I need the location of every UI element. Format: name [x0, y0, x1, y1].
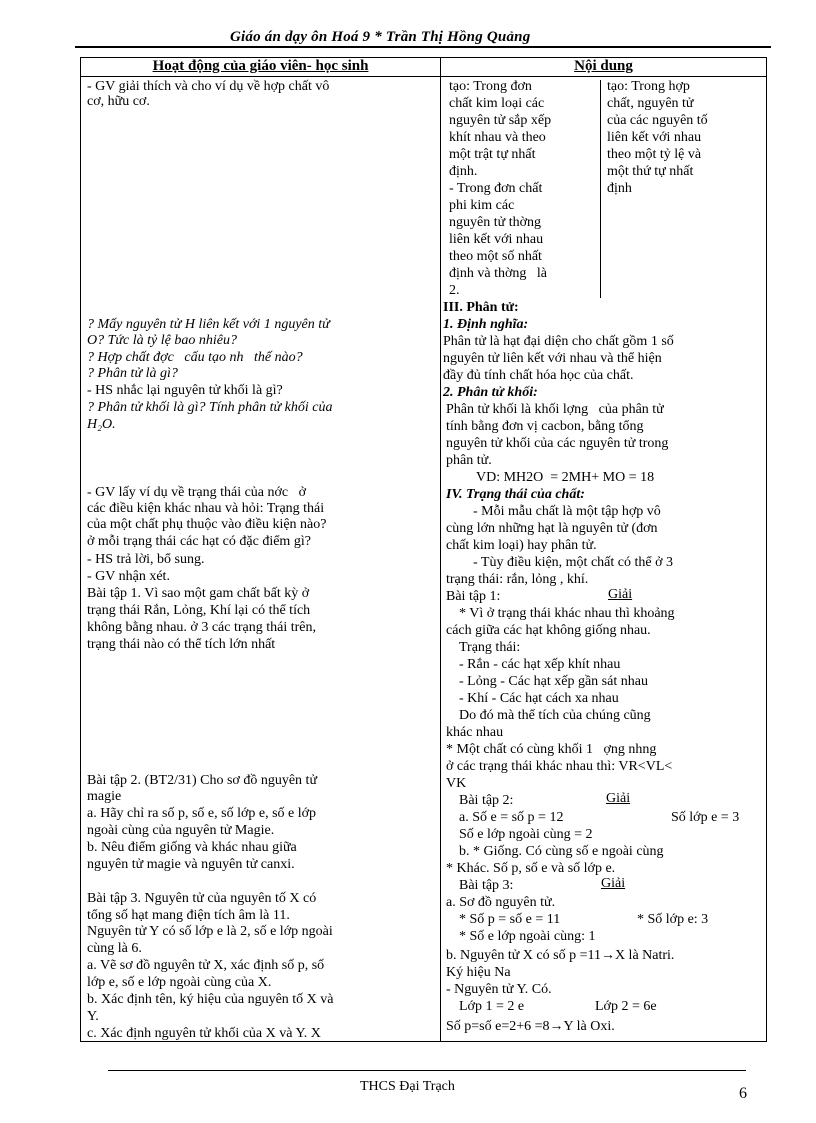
right-line: phân tử. [446, 453, 492, 468]
left-line: - HS trả lời, bổ sung. [87, 552, 205, 567]
left-line: b. Nêu điểm giống và khác nhau giữa [87, 840, 297, 855]
right-line: * Số lớp e: 3 [637, 912, 709, 927]
right-line: Ký hiệu Na [446, 965, 511, 980]
page-number: 6 [739, 1085, 747, 1102]
footer-school: THCS Đại Trạch [360, 1079, 455, 1094]
right-line: Số e lớp ngoài cùng = 2 [459, 827, 593, 842]
right-line: nguyên tử khối của các nguyên tử trong [446, 436, 669, 451]
sub-right-line: theo một tỷ lệ và [607, 147, 702, 162]
right-line: Do đó mà thể tích của chúng cũng [459, 708, 651, 723]
sub-left-line: liên kết với nhau [449, 232, 544, 247]
right-line: Lớp 1 = 2 e [459, 999, 525, 1014]
sub-left-line: 2. [449, 283, 460, 298]
left-line: của một chất phụ thuộc vào điều kiện nào? [87, 517, 327, 532]
right-line: Phân tử khối là khối lợng của phân tử [446, 402, 664, 417]
solution-label: Giải [606, 791, 631, 806]
left-line: a. Hãy chỉ ra số p, số e, số lớp e, số e lớp [87, 806, 317, 821]
sub-right-line: liên kết với nhau [607, 130, 702, 145]
sub-right-line: định [607, 181, 632, 196]
right-line: ở các trạng thái khác nhau thì: VR<VL< [446, 759, 673, 774]
left-line: ngoài cùng của nguyên tử Magie. [87, 823, 275, 838]
right-line: chất kim loại) hay phân tử. [446, 538, 597, 553]
right-line: * Vì ở trạng thái khác nhau thì khoảng [459, 606, 675, 621]
left-line: - GV giải thích và cho ví dụ về hợp chất vô [87, 79, 330, 94]
left-line: trạng thái nào có thể tích lớn nhất [87, 637, 276, 652]
sub-left-line: tạo: Trong đơn [449, 79, 532, 94]
sub-left-line: một trật tự nhất [449, 147, 536, 162]
right-line: cách giữa các hạt không giống nhau. [446, 623, 651, 638]
right-line: * Khác. Số p, số e và số lớp e. [446, 861, 616, 876]
sub-left-line: nguyên tử thờng [449, 215, 541, 230]
left-line: b. Xác định tên, ký hiệu của nguyên tố X và [87, 992, 334, 1007]
left-line: cơ, hữu cơ. [87, 94, 150, 109]
right-line: - Tùy điều kiện, một chất có thể ở 3 [473, 555, 673, 570]
sub-left-line: chất kim loại các [449, 96, 545, 111]
right-line: cùng lớn những hạt là nguyên tử (đơn [446, 521, 658, 536]
right-line: a. Số e = số p = 12 [459, 810, 564, 825]
exercise-label: Bài tập 1: [446, 589, 501, 604]
left-line: không bằng nhau. ở 3 các trạng thái trên, [87, 620, 316, 635]
left-line: - GV nhận xét. [87, 569, 170, 584]
right-line: VK [446, 776, 467, 791]
right-line: nguyên tử liên kết với nhau và thể hiện [443, 351, 662, 366]
page-header: Giáo án dạy ôn Hoá 9 * Trần Thị Hồng Quảng [230, 29, 531, 45]
left-line: các điều kiện khác nhau và hỏi: Trạng thái [87, 501, 325, 516]
column-header-activities: Hoạt động của giáo viên- học sinh [152, 58, 369, 74]
right-line: - Khí - Các hạt cách xa nhau [459, 691, 619, 706]
left-line: lớp e, số e lớp ngoài cùng của X. [87, 975, 272, 990]
column-divider [440, 58, 441, 1041]
right-line: đầy đủ tính chất hóa học của chất. [443, 368, 634, 383]
right-line: - Rắn - các hạt xếp khít nhau [459, 657, 621, 672]
right-line: Trạng thái: [459, 640, 521, 655]
right-line: Lớp 2 = 6e [595, 999, 657, 1014]
sub-left-line: theo một số nhất [449, 249, 542, 264]
header-rule [75, 46, 771, 48]
right-line: - Lỏng - Các hạt xếp gần sát nhau [459, 674, 648, 689]
sub-right-line: chất, nguyên tử [607, 96, 694, 111]
left-line: tổng số hạt mang điện tích âm là 11. [87, 908, 290, 923]
right-line: Số p=số e=2+6 =8→Y là Oxi. [446, 1019, 615, 1034]
header-divider [81, 76, 766, 77]
left-line: - HS nhắc lại nguyên tử khối là gì? [87, 383, 283, 398]
right-line: - Nguyên tử Y. Có. [446, 982, 552, 997]
right-line: * Số p = số e = 11 [459, 912, 561, 927]
left-line: magie [87, 789, 122, 804]
left-line: a. Vẽ sơ đồ nguyên tử X, xác định số p, số [87, 958, 325, 973]
sub-column-divider [600, 80, 601, 298]
left-line: ? Hợp chất đợc cấu tạo nh thế nào? [87, 350, 303, 365]
section-heading: III. Phân tử: [443, 300, 519, 315]
sub-left-line: khít nhau và theo [449, 130, 546, 145]
right-line: * Một chất có cùng khối 1 ợng nhng [446, 742, 657, 757]
sub-left-line: nguyên tử sắp xếp [449, 113, 552, 128]
right-line: * Số e lớp ngoài cùng: 1 [459, 929, 596, 944]
right-line: Phân tử là hạt đại diện cho chất gồm 1 số [443, 334, 674, 349]
left-line: H₂O. [87, 417, 116, 432]
solution-label: Giải [608, 587, 633, 602]
left-line: c. Xác định nguyên tử khối của X và Y. X [87, 1026, 321, 1041]
section-heading: IV. Trạng thái của chất: [446, 487, 585, 502]
left-line: - GV lấy ví dụ về trạng thái của nớc ở [87, 485, 307, 500]
right-line: b. Nguyên tử X có số p =11→X là Natri. [446, 948, 675, 963]
formula-line: VD: MH2O = 2MH+ MO = 18 [476, 470, 655, 485]
column-header-content: Nội dung [574, 58, 633, 74]
left-line: O? Tức là tỷ lệ bao nhiêu? [87, 333, 237, 348]
left-line: Bài tập 3. Nguyên tử của nguyên tố X có [87, 891, 317, 906]
subsection-heading: 1. Định nghĩa: [443, 317, 529, 332]
left-line: Nguyên tử Y có số lớp e là 2, số e lớp ngoài [87, 924, 333, 939]
right-line: Số lớp e = 3 [671, 810, 740, 825]
sub-left-line: - Trong đơn chất [449, 181, 543, 196]
right-line: b. * Giống. Có cùng số e ngoài cùng [459, 844, 664, 859]
right-line: trạng thái: rắn, lỏng , khí. [446, 572, 589, 587]
subsection-heading: 2. Phân tử khối: [443, 385, 538, 400]
sub-left-line: phi kim các [449, 198, 515, 213]
sub-right-line: tạo: Trong hợp [607, 79, 690, 94]
left-line: ? Phân tử khối là gì? Tính phân tử khối của [87, 400, 333, 415]
lesson-table [80, 57, 767, 1042]
left-line: cùng là 6. [87, 941, 142, 956]
exercise-label: Bài tập 3: [459, 878, 514, 893]
exercise-label: Bài tập 2: [459, 793, 514, 808]
solution-label: Giải [601, 876, 626, 891]
right-line: a. Sơ đồ nguyên tử. [446, 895, 556, 910]
right-line: khác nhau [446, 725, 504, 740]
left-line: nguyên tử magie và nguyên tử canxi. [87, 857, 295, 872]
left-line: ? Mấy nguyên tử H liên kết với 1 nguyên tử [87, 317, 330, 332]
right-line: - Mỗi mẫu chất là một tập hợp vô [473, 504, 661, 519]
right-line: tính bằng đơn vị cacbon, bằng tổng [446, 419, 644, 434]
left-line: trạng thái Rắn, Lỏng, Khí lại có thể tích [87, 603, 311, 618]
sub-right-line: của các nguyên tố [607, 113, 708, 128]
footer-rule [108, 1070, 746, 1071]
sub-right-line: một thứ tự nhất [607, 164, 694, 179]
left-line: Bài tập 1. Vì sao một gam chất bất kỳ ở [87, 586, 310, 601]
left-line: ở mỗi trạng thái các hạt có đặc điểm gì? [87, 534, 311, 549]
left-line: ? Phân tử là gì? [87, 366, 178, 381]
sub-left-line: định. [449, 164, 478, 179]
sub-left-line: định và thờng là [449, 266, 547, 281]
left-line: Bài tập 2. (BT2/31) Cho sơ đồ nguyên tử [87, 773, 318, 788]
left-line: Y. [87, 1009, 99, 1024]
